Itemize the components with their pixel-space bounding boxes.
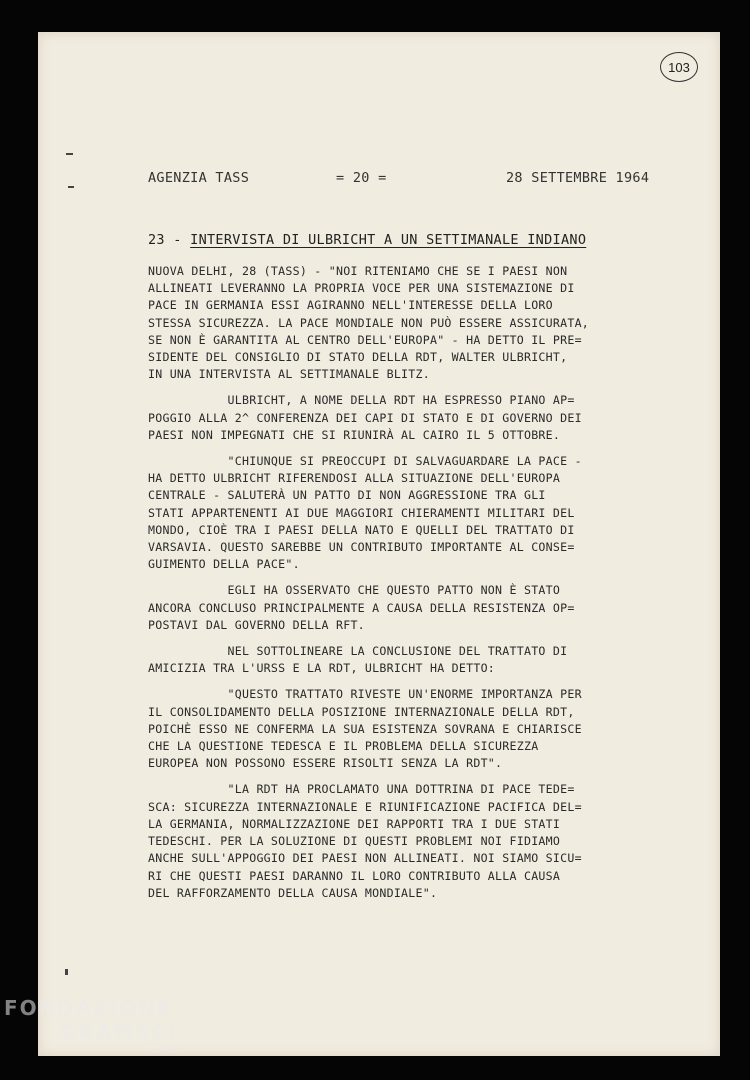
watermark-line: onlus [150, 1044, 180, 1055]
article-title-text: INTERVISTA DI ULBRICHT A UN SETTIMANALE INDIANO [190, 232, 587, 248]
punch-mark [68, 186, 74, 188]
document-page [38, 32, 720, 1056]
paragraph: NEL SOTTOLINEARE LA CONCLUSIONE DEL TRATTATO DI AMICIZIA TRA L'URSS E LA RDT, ULBRICHT HA DETTO: [148, 644, 568, 676]
fondazione-gramsci-watermark [4, 996, 179, 1056]
paragraph: "LA RDT HA PROCLAMATO UNA DOTTRINA DI PACE TEDE= SCA: SICUREZZA INTERNAZIONALE E RIUNIFICAZIONE PACIFICA DEL= LA GERMANIA, NORMALIZZAZIONE DEI RAPPORTI TRA I DUE STATI TEDESCHI. PER LA SOLUZIONE DI QUESTI PROBLEMI NOI FIDIAMO ANCHE SULL'APPOGGIO DEI PAESI NON ALLINEATI. NOI SIAMO SICU= RI CHE QUESTI PAESI DARANNO IL LORO CONTRIBUTO ALLA CAUSA DEL RAFFORZAMENTO DELLA CAUSA MONDIALE". [148, 782, 582, 900]
page-number-stamp: 103 [660, 52, 698, 82]
paragraph: NUOVA DELHI, 28 (TASS) - "NOI RITENIAMO CHE SE I PAESI NON ALLINEATI LEVERANNO LA PROPRIA VOCE PER UNA SISTEMAZIONE DI PACE IN GERMANIA ESSI AGIRANNO NELL'INTERESSE DELLA LORO STESSA SICUREZZA. LA PACE MONDIALE NON PUÒ ESSERE ASSICURATA, SE NON È GARANTITA AL CENTRO DELL'EUROPA" - HA DETTO IL PRE= SIDENTE DEL CONSIGLIO DI STATO DELLA RDT, WALTER ULBRICHT, IN UNA INTERVISTA AL SETTIMANALE BLITZ. [148, 264, 590, 382]
header-agency: AGENZIA TASS [148, 170, 250, 186]
article-body [148, 263, 648, 902]
header-bulletin-number: = 20 = [336, 170, 387, 186]
article-number: 23 - [148, 232, 191, 248]
watermark-line: GRAMSCI [60, 1020, 178, 1044]
article-title [148, 232, 586, 248]
paragraph: "QUESTO TRATTATO RIVESTE UN'ENORME IMPORTANZA PER IL CONSOLIDAMENTO DELLA POSIZIONE INTERNAZIONALE DELLA RDT, POICHÈ ESSO NE CONFERMA LA SUA ESISTENZA SOVRANA E CHIARISCE CHE LA QUESTIONE TEDESCA E IL PROBLEMA DELLA SICUREZZA EUROPEA NON POSSONO ESSERE RISOLTI SENZA LA RDT". [148, 687, 582, 771]
header-date: 28 SETTEMBRE 1964 [506, 170, 650, 186]
punch-mark [66, 153, 73, 155]
punch-mark [65, 969, 68, 975]
paragraph: ULBRICHT, A NOME DELLA RDT HA ESPRESSO PIANO AP= POGGIO ALLA 2^ CONFERENZA DEI CAPI DI STATO E DI GOVERNO DEI PAESI NON IMPEGNATI CHE SI RIUNIRÀ AL CAIRO IL 5 OTTOBRE. [148, 393, 582, 442]
paragraph: "CHIUNQUE SI PREOCCUPI DI SALVAGUARDARE LA PACE - HA DETTO ULBRICHT RIFERENDOSI ALLA SITUAZIONE DELL'EUROPA CENTRALE - SALUTERÀ UN PATTO DI NON AGGRESSIONE TRA GLI STATI APPARTENENTI AI DUE MAGGIORI CHIERAMENTI MILITARI DEL MONDO, CIOÈ TRA I PAESI DELLA NATO E QUELLI DEL TRATTATO DI VARSAVIA. QUESTO SAREBBE UN CONTRIBUTO IMPORTANTE AL CONSE= GUIMENTO DELLA PACE". [148, 454, 582, 572]
watermark-line: FONDAZIONE [4, 996, 173, 1020]
paragraph: EGLI HA OSSERVATO CHE QUESTO PATTO NON È STATO ANCORA CONCLUSO PRINCIPALMENTE A CAUSA DELLA RESISTENZA OP= POSTAVI DAL GOVERNO DELLA RFT. [148, 583, 575, 632]
